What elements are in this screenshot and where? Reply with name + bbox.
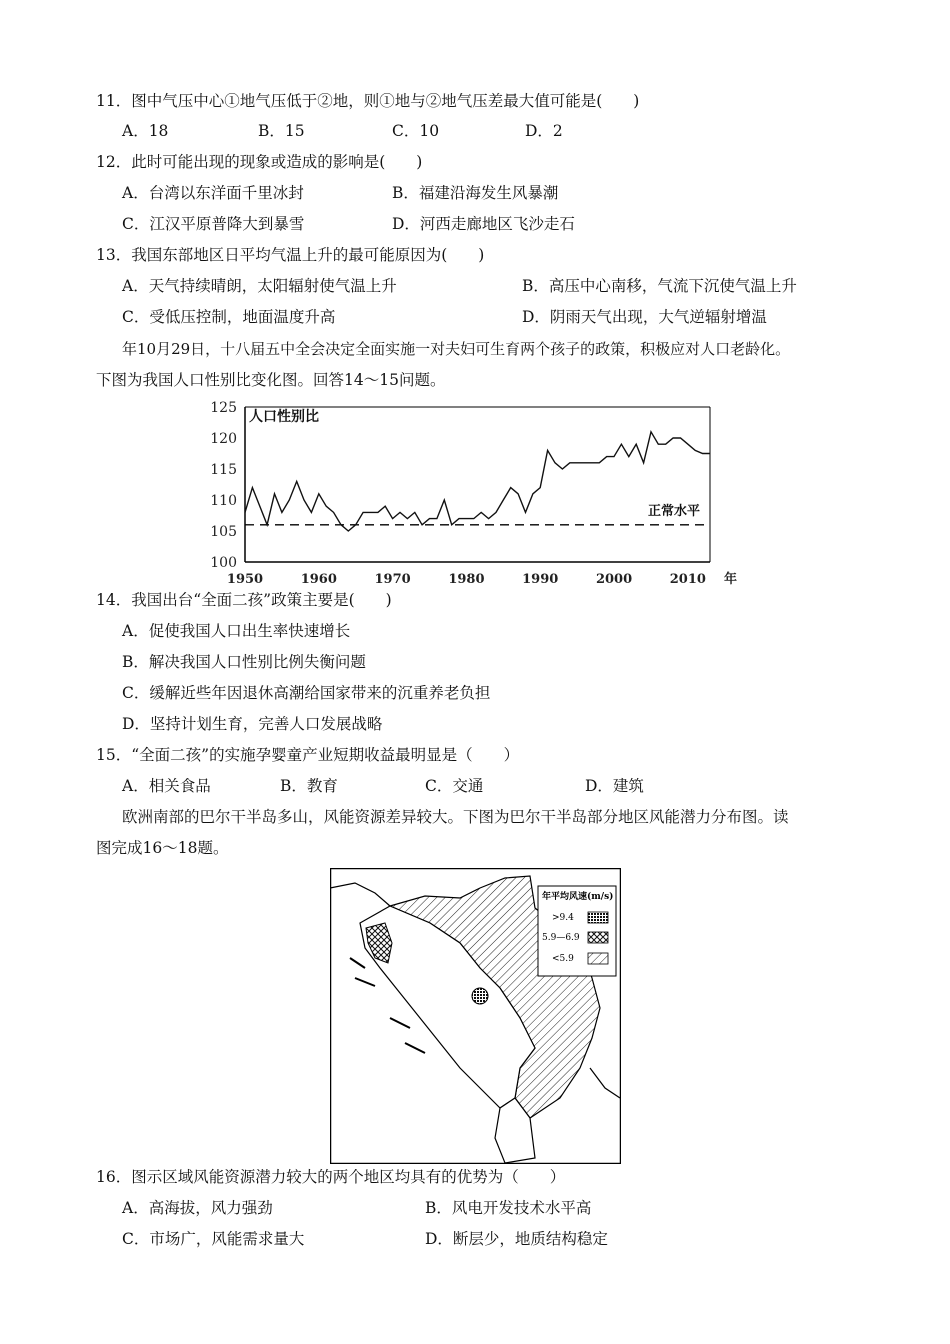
q12-option-a: A．台湾以东洋面千里冰封	[122, 184, 304, 202]
x-tick-label: 1990	[522, 572, 559, 587]
y-tick-label: 120	[210, 431, 237, 447]
question-15-stem: 15．“全面二孩”的实施孕婴童产业短期收益最明显是（ ）	[96, 746, 520, 764]
q11-option-b: B．15	[258, 122, 305, 140]
legend-label-low: <5.9	[552, 954, 574, 964]
q15-option-c: C．交通	[425, 777, 484, 795]
map-legend	[538, 886, 616, 976]
q13-option-a: A．天气持续晴朗，太阳辐射使气温上升	[122, 277, 397, 295]
q12-option-d: D．河西走廊地区飞沙走石	[392, 215, 575, 233]
x-tick-label: 2010	[669, 572, 706, 587]
q14-option-b: B．解决我国人口性别比例失衡问题	[122, 653, 366, 671]
q11-option-d: D．2	[525, 122, 563, 140]
y-tick-label: 110	[210, 493, 237, 509]
q15-option-d: D．建筑	[585, 777, 644, 795]
balkan-wind-map	[330, 868, 621, 1164]
intro-14-line-1: 年10月29日，十八届五中全会决定全面实施一对夫妇可生育两个孩子的政策，积极应对人口老龄化。	[122, 340, 791, 358]
q11-option-c: C．10	[392, 122, 440, 140]
intro-16-line-2: 图完成16～18题。	[96, 839, 229, 857]
x-tick-label: 2000	[595, 572, 633, 587]
sex-ratio-chart	[200, 395, 740, 590]
q16-option-d: D．断层少，地质结构稳定	[425, 1230, 608, 1248]
question-14-stem: 14．我国出台“全面二孩”政策主要是( )	[96, 591, 392, 609]
q12-option-c: C．江汉平原普降大到暴雪	[122, 215, 305, 233]
series-line	[245, 432, 710, 531]
q13-option-d: D．阴雨天气出现，大气逆辐射增温	[522, 308, 767, 326]
q14-option-a: A．促使我国人口出生率快速增长	[122, 622, 351, 640]
x-tick-label: 1970	[374, 572, 411, 587]
q16-option-c: C．市场广，风能需求量大	[122, 1230, 305, 1248]
question-16-stem: 16．图示区域风能资源潜力较大的两个地区均具有的优势为（ ）	[96, 1168, 566, 1186]
chart-title: 人口性别比	[249, 409, 319, 425]
q15-option-a: A．相关食品	[122, 777, 211, 795]
q13-option-c: C．受低压控制，地面温度升高	[122, 308, 336, 326]
x-axis-label: 年	[724, 572, 738, 587]
y-tick-label: 100	[210, 555, 237, 571]
y-tick-label: 115	[210, 462, 237, 478]
q13-option-b: B．高压中心南移，气流下沉使气温上升	[522, 277, 797, 295]
legend-label-high: >9.4	[552, 913, 574, 923]
question-13-stem: 13．我国东部地区日平均气温上升的最可能原因为( )	[96, 246, 485, 264]
x-tick-label: 1950	[226, 572, 264, 587]
y-tick-label: 105	[210, 524, 237, 540]
q16-option-b: B．风电开发技术水平高	[425, 1199, 592, 1217]
q14-option-c: C．缓解近些年因退休高潮给国家带来的沉重养老负担	[122, 684, 491, 702]
legend-title: 年平均风速(m/s)	[542, 892, 614, 902]
x-tick-label: 1960	[300, 572, 337, 587]
intro-14-line-2: 下图为我国人口性别比变化图。回答14～15问题。	[96, 371, 446, 389]
q11-option-a: A．18	[122, 122, 169, 140]
x-tick-label: 1980	[448, 572, 485, 587]
legend-label-mid: 5.9—6.9	[542, 933, 580, 943]
q14-option-d: D．坚持计划生育，完善人口发展战略	[122, 715, 383, 733]
question-12-stem: 12．此时可能出现的现象或造成的影响是( )	[96, 153, 423, 171]
intro-16-line-1: 欧洲南部的巴尔干半岛多山，风能资源差异较大。下图为巴尔干半岛部分地区风能潜力分布图。读	[122, 808, 789, 826]
high-wind-region	[472, 988, 488, 1004]
y-tick-label: 125	[210, 400, 237, 416]
q15-option-b: B．教育	[280, 777, 338, 795]
question-11-stem: 11．图中气压中心①地气压低于②地，则①地与②地气压差最大值可能是( )	[96, 92, 640, 110]
reference-line-label: 正常水平	[648, 503, 701, 519]
q12-option-b: B．福建沿海发生风暴潮	[392, 184, 559, 202]
q16-option-a: A．高海拔，风力强劲	[122, 1199, 273, 1217]
